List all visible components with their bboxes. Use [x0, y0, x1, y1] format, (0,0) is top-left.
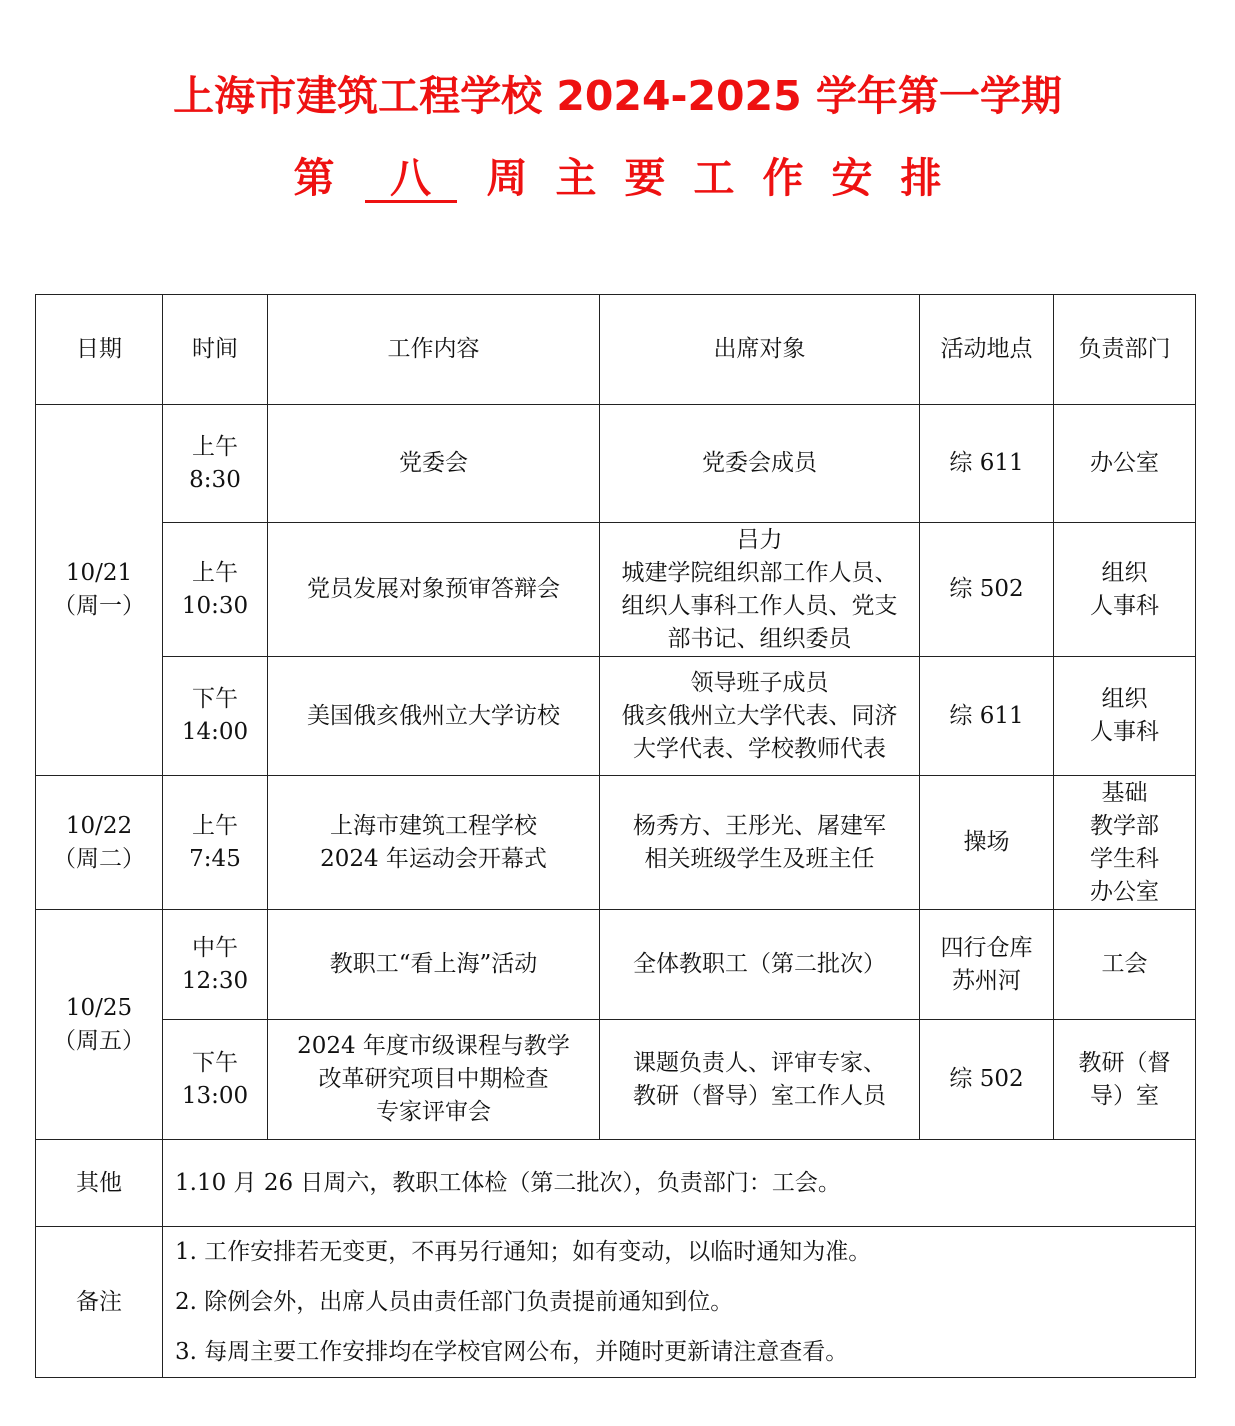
location-line: 综 502 [949, 1066, 1024, 1092]
time-period: 上午 [192, 812, 238, 839]
content-line: 教职工“看上海”活动 [329, 951, 538, 977]
attendees-line: 杨秀方、王彤光、屠建军 [633, 812, 886, 839]
content-line: 改革研究项目中期检查 [318, 1066, 549, 1092]
dept-line: 工会 [1101, 951, 1148, 977]
location-line: 综 611 [949, 702, 1024, 729]
dept-line: 学生科 [1090, 845, 1159, 872]
header-attendees: 出席对象 [600, 295, 920, 405]
weekday: （周一） [53, 593, 145, 619]
document-subtitle [0, 150, 1235, 206]
table-row [36, 405, 1196, 523]
subtitle-char: 周 [486, 154, 528, 202]
attendees-cell [600, 657, 920, 776]
attendees-line: 全体教职工（第二批次） [633, 951, 886, 977]
table-row [36, 1020, 1196, 1140]
time: 7:45 [189, 845, 241, 872]
subtitle-prefix: 第 [293, 154, 335, 202]
content-cell [268, 657, 600, 776]
location-cell [920, 1020, 1054, 1140]
week-number: 八 [365, 156, 457, 203]
time-cell [163, 910, 268, 1020]
notes-cell [163, 1227, 1196, 1378]
time-cell [163, 1020, 268, 1140]
dept-cell [1054, 405, 1196, 523]
note-item: 3. 每周主要工作安排均在学校官网公布，并随时更新请注意查看。 [175, 1339, 849, 1365]
attendees-cell [600, 1020, 920, 1140]
content-cell [268, 1020, 600, 1140]
schedule-table [35, 294, 1196, 1378]
dept-line: 教学部 [1090, 812, 1159, 839]
subtitle-char: 工 [693, 154, 735, 202]
weekday: （周二） [53, 845, 145, 872]
notes-label: 备注 [36, 1227, 163, 1378]
dept-line: 组织 [1101, 559, 1148, 586]
location-line: 苏州河 [952, 967, 1021, 994]
date: 10/21 [65, 560, 133, 586]
date-cell [36, 776, 163, 910]
time-period: 下午 [192, 1049, 238, 1076]
header-location: 活动地点 [920, 295, 1054, 405]
time-period: 中午 [192, 934, 238, 961]
location-line: 综 611 [949, 450, 1024, 476]
date: 10/22 [65, 812, 133, 839]
note-item: 1. 工作安排若无变更，不再另行通知；如有变动，以临时通知为准。 [175, 1239, 872, 1265]
subtitle-char: 主 [555, 154, 597, 202]
date-cell [36, 405, 163, 776]
location-cell [920, 657, 1054, 776]
attendees-cell [600, 910, 920, 1020]
time-period: 上午 [192, 559, 238, 586]
dept-line: 导）室 [1090, 1082, 1159, 1109]
header-date: 日期 [36, 295, 163, 405]
attendees-cell [600, 405, 920, 523]
time: 12:30 [181, 967, 249, 994]
time-period: 上午 [192, 433, 238, 460]
time: 13:00 [181, 1082, 249, 1109]
attendees-line: 组织人事科工作人员、党支 [621, 592, 898, 619]
dept-line: 办公室 [1090, 450, 1159, 476]
content-cell [268, 910, 600, 1020]
other-text: 1.10 月 26 日周六，教职工体检（第二批次），负责部门：工会。 [163, 1140, 1196, 1227]
attendees-line: 俄亥俄州立大学代表、同济 [621, 702, 898, 729]
table-row [36, 657, 1196, 776]
date: 10/25 [65, 994, 133, 1021]
location-line: 操场 [963, 829, 1010, 855]
time-period: 下午 [192, 686, 238, 712]
note-item: 2. 除例会外，出席人员由责任部门负责提前通知到位。 [175, 1289, 734, 1315]
document-title: 上海市建筑工程学校 2024-2025 学年第一学期 [173, 72, 1062, 120]
date-cell [36, 910, 163, 1140]
attendees-line: 党委会成员 [702, 450, 817, 476]
dept-line: 教研（督 [1078, 1049, 1171, 1076]
table-row [36, 910, 1196, 1020]
content-line: 专家评审会 [376, 1099, 491, 1125]
dept-cell [1054, 910, 1196, 1020]
content-cell [268, 523, 600, 657]
time: 8:30 [189, 466, 241, 493]
dept-cell [1054, 776, 1196, 910]
location-cell [920, 523, 1054, 657]
other-row [36, 1140, 1196, 1227]
dept-line: 办公室 [1090, 878, 1159, 905]
attendees-line: 教研（督导）室工作人员 [633, 1082, 886, 1109]
time-cell [163, 657, 268, 776]
dept-cell [1054, 1020, 1196, 1140]
time: 10:30 [181, 592, 249, 619]
attendees-line: 大学代表、学校教师代表 [633, 735, 886, 762]
header-time: 时间 [163, 295, 268, 405]
dept-line: 人事科 [1090, 719, 1159, 745]
content-line: 党员发展对象预审答辩会 [307, 576, 560, 602]
attendees-line: 领导班子成员 [690, 669, 829, 696]
time-cell [163, 523, 268, 657]
content-line: 2024 年度市级课程与教学 [297, 1033, 570, 1059]
location-line: 四行仓库 [940, 934, 1033, 961]
header-content: 工作内容 [268, 295, 600, 405]
attendees-line: 部书记、组织委员 [667, 625, 852, 652]
dept-line: 人事科 [1090, 592, 1159, 619]
content-line: 2024 年运动会开幕式 [320, 845, 547, 872]
subtitle-char: 排 [900, 154, 942, 202]
weekday: （周五） [53, 1027, 145, 1054]
location-cell [920, 776, 1054, 910]
attendees-line: 吕力 [736, 526, 783, 553]
content-line: 上海市建筑工程学校 [330, 812, 537, 839]
attendees-cell [600, 776, 920, 910]
attendees-line: 相关班级学生及班主任 [644, 845, 875, 872]
time-cell [163, 776, 268, 910]
attendees-line: 城建学院组织部工作人员、 [621, 559, 898, 586]
dept-line: 组织 [1101, 686, 1148, 712]
table-row [36, 776, 1196, 910]
content-cell [268, 776, 600, 910]
header-dept: 负责部门 [1054, 295, 1196, 405]
subtitle-char: 作 [762, 154, 804, 202]
attendees-line: 课题负责人、评审专家、 [633, 1049, 886, 1076]
subtitle-char: 要 [624, 154, 666, 202]
other-label: 其他 [36, 1140, 163, 1227]
content-cell [268, 405, 600, 523]
content-line: 党委会 [399, 450, 468, 476]
location-cell [920, 910, 1054, 1020]
dept-cell [1054, 657, 1196, 776]
time: 14:00 [181, 719, 249, 745]
content-line: 美国俄亥俄州立大学访校 [307, 702, 560, 729]
time-cell [163, 405, 268, 523]
header-row [36, 295, 1196, 405]
subtitle-char: 安 [831, 154, 873, 202]
dept-cell [1054, 523, 1196, 657]
attendees-cell [600, 523, 920, 657]
table-row [36, 523, 1196, 657]
location-cell [920, 405, 1054, 523]
notes-row [36, 1227, 1196, 1378]
location-line: 综 502 [949, 576, 1024, 602]
dept-line: 基础 [1101, 779, 1148, 806]
